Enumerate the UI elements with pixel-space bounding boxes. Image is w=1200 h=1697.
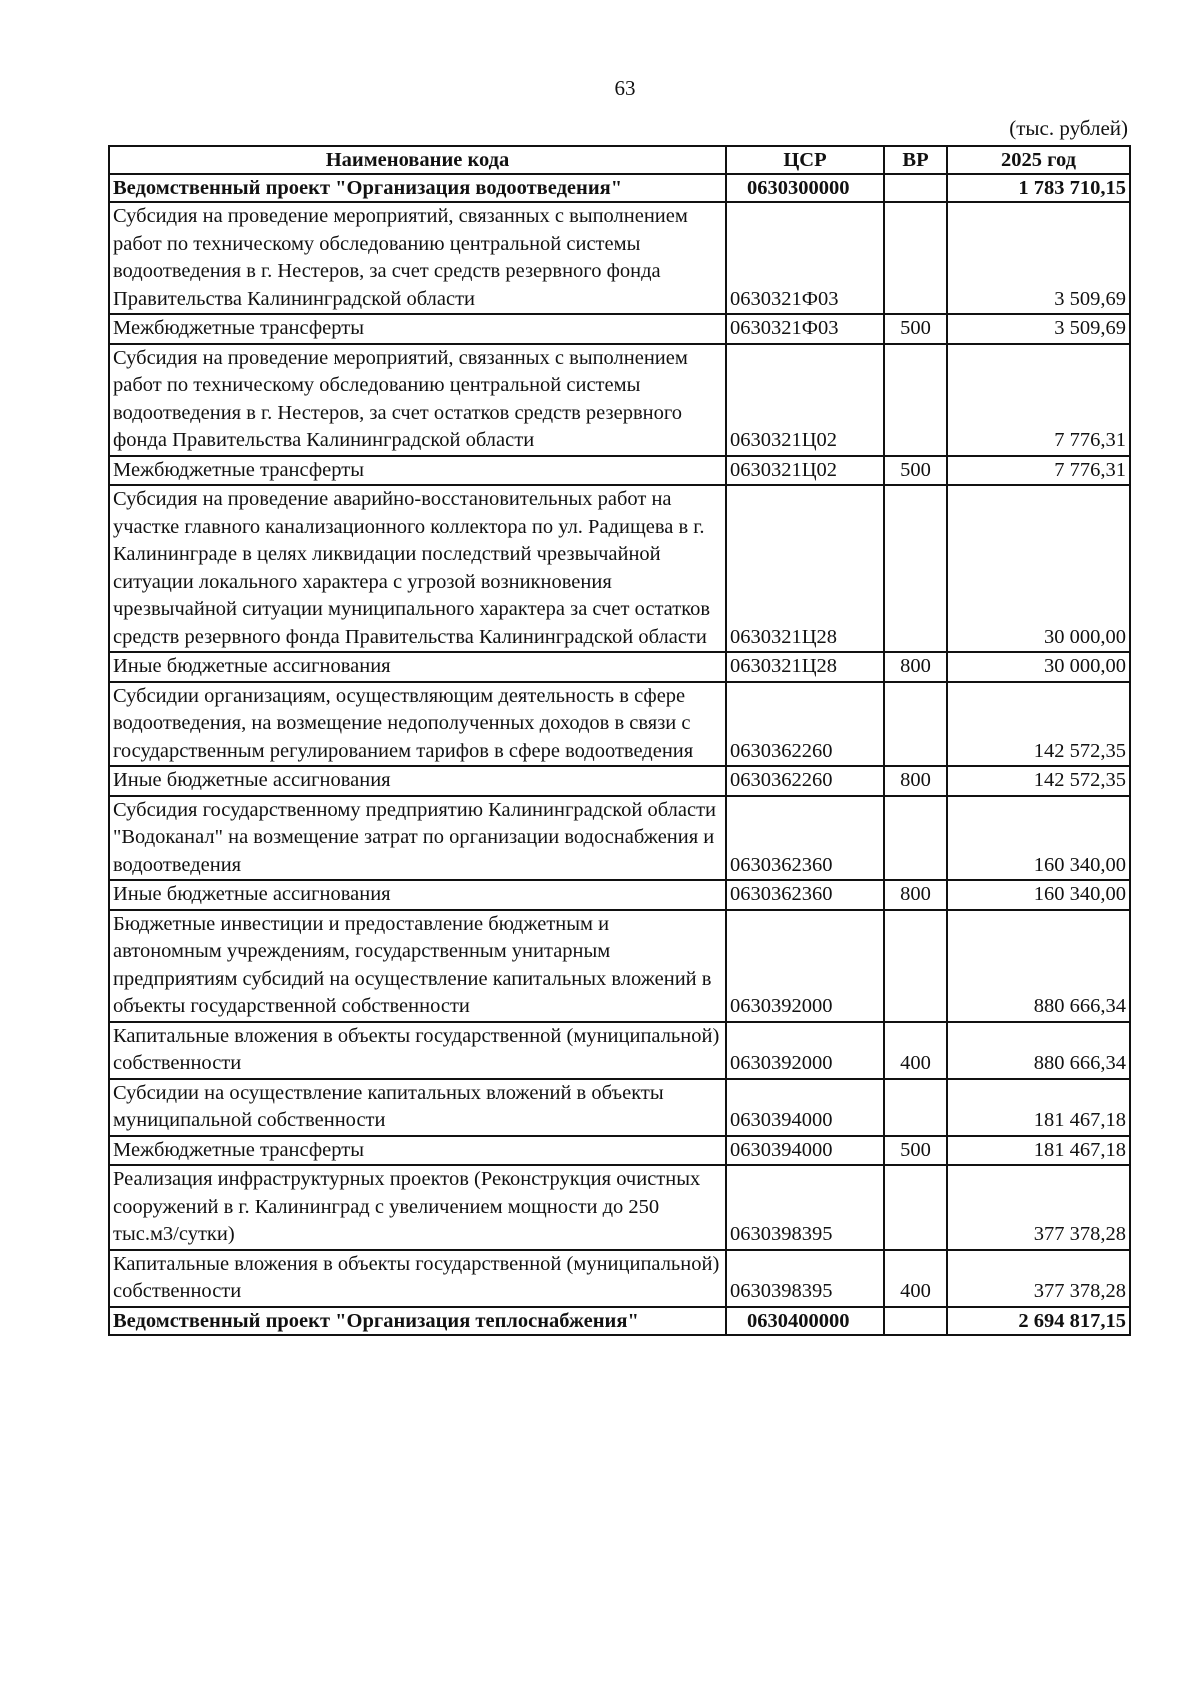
budget-table <box>108 145 1131 1336</box>
header-year: 2025 год <box>947 146 1130 174</box>
row-amount: 2 694 817,15 <box>947 1307 1130 1335</box>
row-name: Субсидии на осуществление капитальных вложений в объекты муниципальной собственности <box>109 1079 726 1136</box>
row-amount: 3 509,69 <box>947 314 1130 344</box>
row-amount: 160 340,00 <box>947 880 1130 910</box>
table-row <box>109 1079 1130 1136</box>
row-csr-code: 0630362360 <box>726 880 884 910</box>
row-amount: 30 000,00 <box>947 485 1130 652</box>
header-name: Наименование кода <box>109 146 726 174</box>
row-csr-code: 0630392000 <box>726 1022 884 1079</box>
row-vr-code <box>884 1307 947 1335</box>
table-row <box>109 1250 1130 1307</box>
row-csr-code: 0630362260 <box>726 682 884 767</box>
row-vr-code <box>884 796 947 881</box>
row-name: Субсидия государственному предприятию Калининградской области "Водоканал" на возмещение затрат по организации водоснабжения и водоотведения <box>109 796 726 881</box>
row-amount: 880 666,34 <box>947 1022 1130 1079</box>
row-amount: 7 776,31 <box>947 344 1130 456</box>
table-row <box>109 314 1130 344</box>
row-csr-code: 0630321Ц28 <box>726 485 884 652</box>
row-csr-code: 0630321Ц02 <box>726 456 884 486</box>
row-name: Иные бюджетные ассигнования <box>109 652 726 682</box>
row-name: Ведомственный проект "Организация теплоснабжения" <box>109 1307 726 1335</box>
row-vr-code: 800 <box>884 880 947 910</box>
row-vr-code: 400 <box>884 1022 947 1079</box>
row-csr-code: 0630362260 <box>726 766 884 796</box>
row-csr-code: 0630321Ф03 <box>726 202 884 314</box>
row-amount: 160 340,00 <box>947 796 1130 881</box>
table-row <box>109 485 1130 652</box>
row-vr-code <box>884 344 947 456</box>
table-row <box>109 1022 1130 1079</box>
row-csr-code: 0630321Ц28 <box>726 652 884 682</box>
row-vr-code <box>884 174 947 202</box>
row-name: Иные бюджетные ассигнования <box>109 880 726 910</box>
row-amount: 880 666,34 <box>947 910 1130 1022</box>
row-amount: 181 467,18 <box>947 1079 1130 1136</box>
table-row <box>109 202 1130 314</box>
page-number: 63 <box>614 76 636 100</box>
row-csr-code: 0630394000 <box>726 1136 884 1166</box>
row-csr-code: 0630398395 <box>726 1250 884 1307</box>
header-csr: ЦСР <box>726 146 884 174</box>
row-name: Иные бюджетные ассигнования <box>109 766 726 796</box>
row-name: Реализация инфраструктурных проектов (Реконструкция очистных сооружений в г. Калининград с увеличением мощности до 250 тыс.м3/сутки) <box>109 1165 726 1250</box>
row-amount: 1 783 710,15 <box>947 174 1130 202</box>
row-amount: 142 572,35 <box>947 682 1130 767</box>
row-name: Капитальные вложения в объекты государственной (муниципальной) собственности <box>109 1250 726 1307</box>
row-csr-code: 0630300000 <box>726 174 884 202</box>
row-amount: 30 000,00 <box>947 652 1130 682</box>
row-name: Межбюджетные трансферты <box>109 456 726 486</box>
row-name: Субсидия на проведение мероприятий, связанных с выполнением работ по техническому обследованию центральной системы водоотведения в г. Нестеров, за счет средств резервного фонда Правительства Калининградской области <box>109 202 726 314</box>
table-row <box>109 174 1130 202</box>
row-csr-code: 0630321Ф03 <box>726 314 884 344</box>
row-vr-code <box>884 485 947 652</box>
row-amount: 377 378,28 <box>947 1165 1130 1250</box>
row-name: Субсидии организациям, осуществляющим деятельность в сфере водоотведения, на возмещение недополученных доходов в связи с государственным регулированием тарифов в сфере водоотведения <box>109 682 726 767</box>
row-name: Межбюджетные трансферты <box>109 1136 726 1166</box>
table-row <box>109 344 1130 456</box>
table-row <box>109 1136 1130 1166</box>
table-row <box>109 652 1130 682</box>
table-row <box>109 880 1130 910</box>
table-row <box>109 1165 1130 1250</box>
row-csr-code: 0630392000 <box>726 910 884 1022</box>
row-vr-code <box>884 910 947 1022</box>
row-vr-code: 800 <box>884 766 947 796</box>
row-csr-code: 0630362360 <box>726 796 884 881</box>
row-vr-code <box>884 682 947 767</box>
table-header-row <box>109 146 1130 174</box>
row-vr-code <box>884 1079 947 1136</box>
table-body <box>109 174 1130 1335</box>
row-name: Ведомственный проект "Организация водоотведения" <box>109 174 726 202</box>
row-amount: 377 378,28 <box>947 1250 1130 1307</box>
row-amount: 7 776,31 <box>947 456 1130 486</box>
row-csr-code: 0630398395 <box>726 1165 884 1250</box>
row-vr-code: 400 <box>884 1250 947 1307</box>
row-vr-code: 800 <box>884 652 947 682</box>
row-amount: 181 467,18 <box>947 1136 1130 1166</box>
row-name: Межбюджетные трансферты <box>109 314 726 344</box>
row-vr-code: 500 <box>884 314 947 344</box>
table-row <box>109 766 1130 796</box>
row-vr-code: 500 <box>884 456 947 486</box>
units-label: (тыс. рублей) <box>1009 116 1128 140</box>
row-name: Субсидия на проведение мероприятий, связанных с выполнением работ по техническому обследованию центральной системы водоотведения в г. Нестеров, за счет остатков средств резервного фонда Правительства Калининградской области <box>109 344 726 456</box>
row-amount: 142 572,35 <box>947 766 1130 796</box>
row-vr-code <box>884 202 947 314</box>
table-row <box>109 910 1130 1022</box>
row-amount: 3 509,69 <box>947 202 1130 314</box>
row-vr-code <box>884 1165 947 1250</box>
header-vr: ВР <box>884 146 947 174</box>
row-csr-code: 0630321Ц02 <box>726 344 884 456</box>
row-vr-code: 500 <box>884 1136 947 1166</box>
table-row <box>109 456 1130 486</box>
table-row <box>109 682 1130 767</box>
row-csr-code: 0630400000 <box>726 1307 884 1335</box>
table-row <box>109 1307 1130 1335</box>
row-name: Капитальные вложения в объекты государственной (муниципальной) собственности <box>109 1022 726 1079</box>
row-csr-code: 0630394000 <box>726 1079 884 1136</box>
table-row <box>109 796 1130 881</box>
row-name: Субсидия на проведение аварийно-восстановительных работ на участке главного канализационного коллектора по ул. Радищева в г. Калининграде в целях ликвидации последствий чрезвычайной ситуации локального характера с угрозой возникновения чрезвычайной ситуации муниципального характера за счет остатков средств резервного фонда Правительства Калининградской области <box>109 485 726 652</box>
row-name: Бюджетные инвестиции и предоставление бюджетным и автономным учреждениям, государственным унитарным предприятиям субсидий на осуществление капитальных вложений в объекты государственной собственности <box>109 910 726 1022</box>
